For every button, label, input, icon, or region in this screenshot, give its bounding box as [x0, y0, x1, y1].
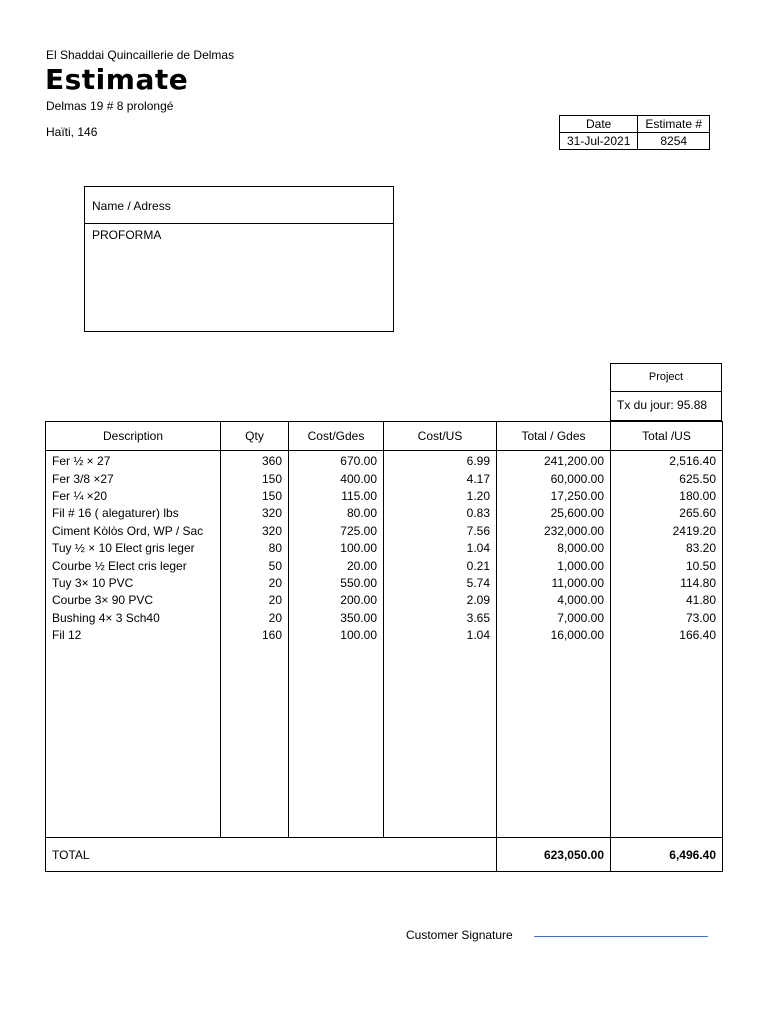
item-cost-gdes: 350.00: [289, 610, 384, 627]
item-cost-us: 3.65: [384, 610, 497, 627]
table-row: [46, 610, 723, 627]
item-total-gdes: 16,000.00: [497, 627, 611, 644]
item-total-gdes: 60,000.00: [497, 470, 611, 487]
item-total-us: 265.60: [611, 505, 723, 522]
item-total-us: 41.80: [611, 592, 723, 609]
item-qty: 320: [221, 505, 289, 522]
item-description: Fer ½ × 27: [46, 451, 221, 471]
name-address-value: PROFORMA: [92, 228, 162, 242]
column-header-total-gdes: Total / Gdes: [497, 422, 611, 451]
item-cost-gdes: 80.00: [289, 505, 384, 522]
item-cost-gdes: 115.00: [289, 488, 384, 505]
item-cost-us: 0.21: [384, 557, 497, 574]
item-qty: 20: [221, 610, 289, 627]
address-line-1: Delmas 19 # 8 prolongé: [46, 99, 174, 113]
item-cost-gdes: 20.00: [289, 557, 384, 574]
item-cost-us: 6.99: [384, 451, 497, 471]
item-qty: 360: [221, 451, 289, 471]
table-row: [46, 592, 723, 609]
table-row: [46, 627, 723, 644]
date-value: 31-Jul-2021: [560, 133, 638, 150]
item-total-us: 625.50: [611, 470, 723, 487]
item-cost-gdes: 550.00: [289, 575, 384, 592]
item-cost-gdes: 100.00: [289, 627, 384, 644]
table-row: [46, 488, 723, 505]
item-total-gdes: 17,250.00: [497, 488, 611, 505]
items-table: [45, 421, 723, 872]
table-row: [46, 557, 723, 574]
date-label: Date: [560, 116, 638, 133]
item-cost-us: 7.56: [384, 523, 497, 540]
total-us: 6,496.40: [611, 838, 723, 872]
item-qty: 20: [221, 575, 289, 592]
total-row: [46, 838, 723, 872]
estimate-number-value: 8254: [638, 133, 710, 150]
item-cost-us: 1.04: [384, 540, 497, 557]
item-total-us: 83.20: [611, 540, 723, 557]
table-row: [46, 523, 723, 540]
estimate-number-label: Estimate #: [638, 116, 710, 133]
total-gdes: 623,050.00: [497, 838, 611, 872]
item-total-us: 10.50: [611, 557, 723, 574]
item-description: Courbe 3× 90 PVC: [46, 592, 221, 609]
item-qty: 320: [221, 523, 289, 540]
project-box: [610, 363, 722, 421]
item-cost-gdes: 400.00: [289, 470, 384, 487]
item-total-gdes: 7,000.00: [497, 610, 611, 627]
item-total-us: 73.00: [611, 610, 723, 627]
item-cost-gdes: 725.00: [289, 523, 384, 540]
item-qty: 150: [221, 488, 289, 505]
column-header-qty: Qty: [221, 422, 289, 451]
name-address-label: Name / Adress: [85, 187, 393, 224]
item-total-us: 180.00: [611, 488, 723, 505]
total-label: TOTAL: [46, 838, 497, 872]
address-line-2: Haïti, 146: [46, 125, 98, 139]
item-total-us: 114.80: [611, 575, 723, 592]
signature-line[interactable]: [534, 936, 708, 937]
item-total-gdes: 1,000.00: [497, 557, 611, 574]
item-qty: 160: [221, 627, 289, 644]
item-cost-gdes: 100.00: [289, 540, 384, 557]
item-qty: 80: [221, 540, 289, 557]
item-cost-gdes: 200.00: [289, 592, 384, 609]
item-qty: 50: [221, 557, 289, 574]
item-description: Courbe ½ Elect cris leger: [46, 557, 221, 574]
item-description: Fil 12: [46, 627, 221, 644]
item-total-gdes: 11,000.00: [497, 575, 611, 592]
column-header-cost-us: Cost/US: [384, 422, 497, 451]
item-description: Fil # 16 ( alegaturer) lbs: [46, 505, 221, 522]
column-header-total-us: Total /US: [611, 422, 723, 451]
table-row: [46, 540, 723, 557]
item-description: Fer 3/8 ×27: [46, 470, 221, 487]
table-blank-space: [46, 644, 723, 838]
table-row: [46, 505, 723, 522]
name-address-box: [84, 186, 394, 332]
estimate-meta-table: [559, 115, 710, 150]
column-header-cost-gdes: Cost/Gdes: [289, 422, 384, 451]
item-total-gdes: 25,600.00: [497, 505, 611, 522]
item-cost-us: 1.04: [384, 627, 497, 644]
item-total-us: 2,516.40: [611, 451, 723, 471]
column-header-description: Description: [46, 422, 221, 451]
company-name: El Shaddai Quincaillerie de Delmas: [46, 48, 235, 62]
table-row: [46, 575, 723, 592]
item-cost-us: 0.83: [384, 505, 497, 522]
item-cost-us: 1.20: [384, 488, 497, 505]
item-description: Tuy ½ × 10 Elect gris leger: [46, 540, 221, 557]
item-description: Fer ¼ ×20: [46, 488, 221, 505]
item-total-us: 166.40: [611, 627, 723, 644]
item-description: Bushing 4× 3 Sch40: [46, 610, 221, 627]
table-row: [46, 451, 723, 471]
table-header-row: [46, 422, 723, 451]
customer-signature-label: Customer Signature: [406, 928, 513, 942]
project-label: Project: [611, 364, 721, 392]
item-description: Ciment Kòlòs Ord, WP / Sac: [46, 523, 221, 540]
page-title: Estimate: [45, 63, 189, 96]
item-total-gdes: 8,000.00: [497, 540, 611, 557]
item-total-gdes: 4,000.00: [497, 592, 611, 609]
item-cost-us: 4.17: [384, 470, 497, 487]
item-cost-gdes: 670.00: [289, 451, 384, 471]
item-total-us: 2419.20: [611, 523, 723, 540]
item-cost-us: 2.09: [384, 592, 497, 609]
item-qty: 20: [221, 592, 289, 609]
item-total-gdes: 241,200.00: [497, 451, 611, 471]
item-qty: 150: [221, 470, 289, 487]
item-total-gdes: 232,000.00: [497, 523, 611, 540]
table-row: [46, 470, 723, 487]
item-cost-us: 5.74: [384, 575, 497, 592]
exchange-rate: Tx du jour: 95.88: [617, 398, 708, 412]
item-description: Tuy 3× 10 PVC: [46, 575, 221, 592]
